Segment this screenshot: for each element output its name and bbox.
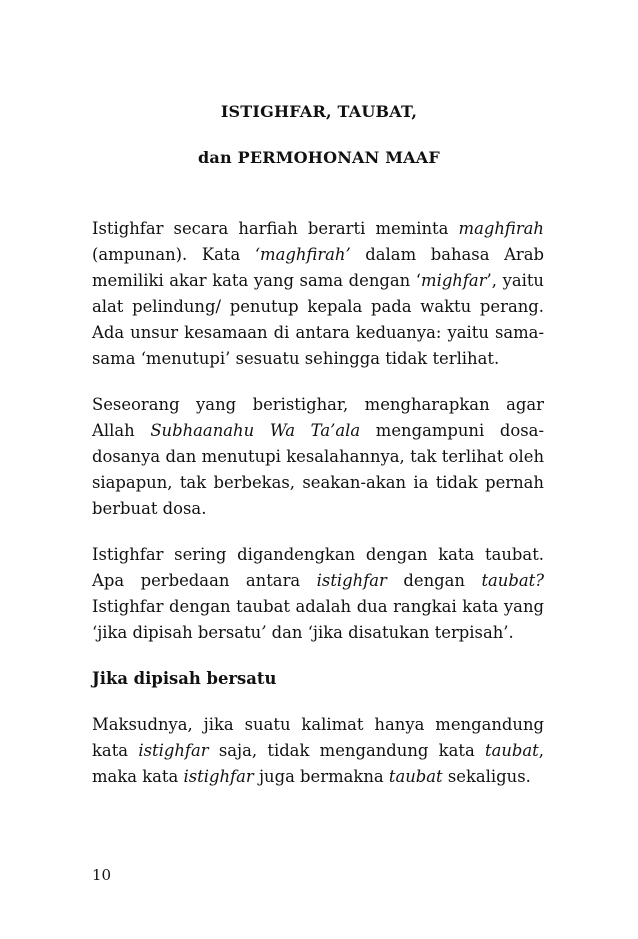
paragraph: [92, 712, 544, 790]
chapter-title-line-1: ISTIGHFAR, TAUBAT,: [220, 102, 418, 121]
text-run: mengampuni dosa-dosanya dan menutupi kesalahannya, tak terlihat oleh siapapun, tak berbekas, seakan-akan ia tidak pernah berbuat dosa.: [92, 421, 544, 518]
text-run: dalam bahasa Arab memiliki akar kata yang sama dengan ‘: [92, 245, 545, 290]
page-number: 10: [92, 866, 112, 884]
text-run: juga bermakna: [253, 767, 389, 786]
text-run: Istighfar sering digandengkan dengan kata taubat. Apa perbedaan antara: [92, 545, 544, 590]
text-run: dengan: [386, 571, 482, 590]
italic-text-run: ‘maghfirah’: [254, 245, 351, 264]
body-text: [92, 216, 544, 810]
italic-text-run: taubat: [485, 741, 539, 760]
text-run: , maka kata: [92, 741, 544, 786]
italic-text-run: taubat?: [481, 571, 544, 590]
paragraph: [92, 216, 544, 372]
text-run: sekaligus.: [442, 767, 531, 786]
italic-text-run: taubat: [388, 767, 443, 786]
text-run: (ampunan). Kata: [92, 245, 255, 264]
paragraph: [92, 392, 544, 522]
text-run: Maksudnya, jika suatu kalimat hanya mengandung kata: [92, 715, 544, 760]
text-run: saja, tidak mengandung kata: [208, 741, 485, 760]
italic-text-run: Subhaanahu Wa Ta’ala: [150, 421, 361, 440]
chapter-title-line-2: dan PERMOHONAN MAAF: [198, 148, 440, 167]
text-run: Istighfar secara harfiah berarti meminta: [92, 219, 459, 238]
text-run: Seseorang yang beristighar, mengharapkan agar Allah: [92, 395, 544, 440]
italic-text-run: istighfar: [183, 767, 254, 786]
text-run: dan ‘jika disatukan terpisah’.: [266, 623, 514, 642]
section-subheading: Jika dipisah bersatu: [92, 669, 277, 688]
text-run: ’, yaitu alat pelindung/ penutup kepala pada waktu perang. Ada unsur kesamaan di antara keduanya: yaitu sama-sama ‘menutupi’ sesuatu sehingga tidak terlihat.: [92, 271, 544, 368]
paragraph: [92, 542, 544, 646]
italic-text-run: maghfirah: [458, 219, 544, 238]
italic-text-run: istighfar: [138, 741, 209, 760]
text-run: Istighfar dengan taubat adalah dua rangkai kata yang ‘jika dipisah bersatu: [92, 597, 544, 642]
italic-text-run: ’: [261, 623, 267, 642]
italic-text-run: mighfar: [421, 271, 487, 290]
italic-text-run: istighfar: [316, 571, 387, 590]
